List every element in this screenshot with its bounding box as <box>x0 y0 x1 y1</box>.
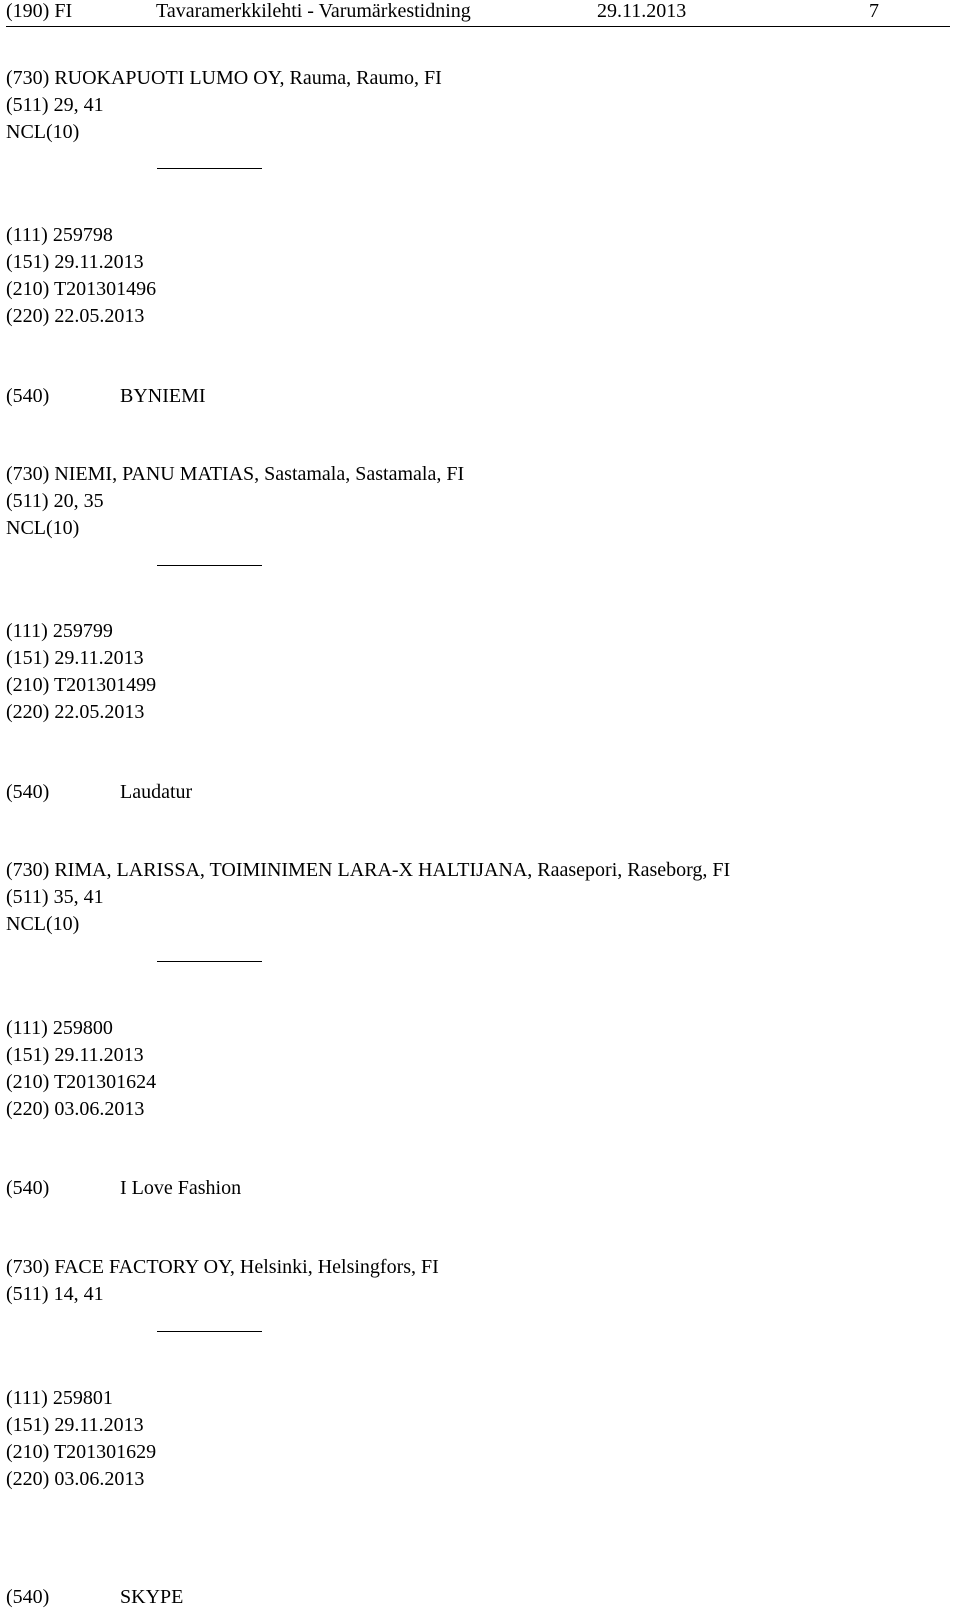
entry-separator <box>157 961 262 962</box>
owner-line: (730) FACE FACTORY OY, Helsinki, Helsingfors, FI <box>6 1256 439 1278</box>
mark-code: (540) <box>6 385 50 407</box>
owner-line: (730) RUOKAPUOTI LUMO OY, Rauma, Raumo, FI <box>6 67 442 89</box>
mark-line <box>6 1585 183 1609</box>
application-number: (210) T201301629 <box>6 1441 157 1463</box>
mark-text: BYNIEMI <box>120 385 206 407</box>
classes-line: (511) 14, 41 <box>6 1283 104 1305</box>
mark-text: SKYPE <box>120 1586 184 1608</box>
ncl-line: NCL(10) <box>6 913 80 935</box>
entry-separator <box>157 565 262 566</box>
application-number: (210) T201301496 <box>6 278 157 300</box>
application-date: (220) 03.06.2013 <box>6 1098 145 1120</box>
mark-code: (540) <box>6 1586 50 1608</box>
mark-text: Laudatur <box>120 781 193 803</box>
classes-line: (511) 29, 41 <box>6 94 104 116</box>
mark-line <box>6 1176 241 1200</box>
mark-line <box>6 384 206 408</box>
classes-line: (511) 35, 41 <box>6 886 104 908</box>
registration-date: (151) 29.11.2013 <box>6 251 144 273</box>
application-date: (220) 22.05.2013 <box>6 701 145 723</box>
classes-line: (511) 20, 35 <box>6 490 104 512</box>
application-date: (220) 03.06.2013 <box>6 1468 145 1490</box>
application-number: (210) T201301499 <box>6 674 157 696</box>
header-date: 29.11.2013 <box>597 0 687 22</box>
owner-line: (730) NIEMI, PANU MATIAS, Sastamala, Sastamala, FI <box>6 463 465 485</box>
header-page-number: 7 <box>869 0 879 22</box>
registration-number: (111) 259801 <box>6 1387 113 1409</box>
header-section: (190) FI <box>6 0 73 22</box>
header-title: Tavaramerkkilehti - Varumärkestidning <box>156 0 471 22</box>
application-date: (220) 22.05.2013 <box>6 305 145 327</box>
mark-text: I Love Fashion <box>120 1177 242 1199</box>
registration-number: (111) 259799 <box>6 620 113 642</box>
registration-date: (151) 29.11.2013 <box>6 647 144 669</box>
registration-date: (151) 29.11.2013 <box>6 1414 144 1436</box>
registration-date: (151) 29.11.2013 <box>6 1044 144 1066</box>
ncl-line: NCL(10) <box>6 121 80 143</box>
mark-code: (540) <box>6 1177 50 1199</box>
registration-number: (111) 259800 <box>6 1017 113 1039</box>
application-number: (210) T201301624 <box>6 1071 157 1093</box>
owner-line: (730) RIMA, LARISSA, TOIMINIMEN LARA-X HALTIJANA, Raasepori, Raseborg, FI <box>6 859 731 881</box>
entry-separator <box>157 1331 262 1332</box>
page-header <box>6 0 950 27</box>
ncl-line: NCL(10) <box>6 517 80 539</box>
registration-number: (111) 259798 <box>6 224 113 246</box>
mark-line <box>6 780 192 804</box>
mark-code: (540) <box>6 781 50 803</box>
entry-separator <box>157 168 262 169</box>
